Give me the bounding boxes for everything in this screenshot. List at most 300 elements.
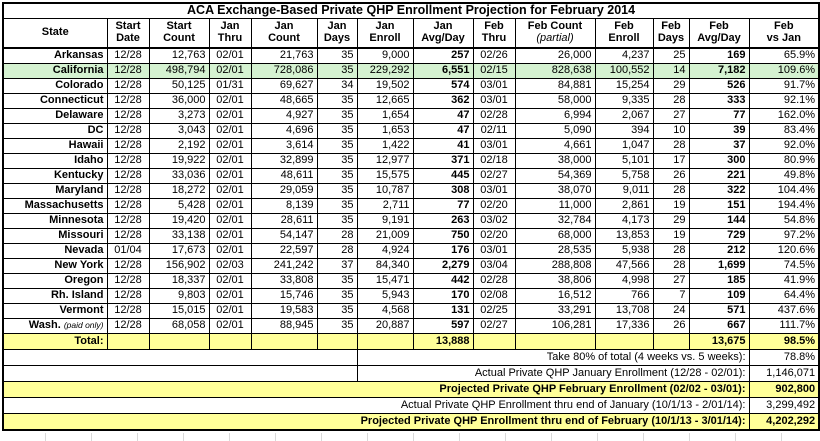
cell[interactable]: 12/28	[107, 229, 149, 244]
empty-cell[interactable]	[3, 366, 357, 382]
cell[interactable]: 2,067	[595, 109, 653, 124]
column-header[interactable]: State	[3, 19, 107, 49]
cell[interactable]: 02/01	[209, 64, 251, 79]
cell[interactable]: 156,902	[149, 259, 209, 274]
cell[interactable]	[515, 334, 595, 350]
cell[interactable]: 13,853	[595, 229, 653, 244]
cell[interactable]: 19,583	[251, 304, 317, 319]
cell[interactable]: 5,758	[595, 169, 653, 184]
cell[interactable]: 68,058	[149, 319, 209, 334]
cell[interactable]: 37	[317, 259, 357, 274]
cell[interactable]: 69,627	[251, 79, 317, 94]
cell[interactable]: 35	[317, 48, 357, 64]
cell[interactable]: 4,696	[251, 124, 317, 139]
cell[interactable]: 38,070	[515, 184, 595, 199]
cell[interactable]: 26	[653, 319, 689, 334]
cell[interactable]: 6,994	[515, 109, 595, 124]
cell[interactable]: 47	[413, 124, 473, 139]
cell[interactable]: 35	[317, 139, 357, 154]
cell[interactable]: 574	[413, 79, 473, 94]
cell[interactable]: 35	[317, 64, 357, 79]
cell[interactable]: 9,335	[595, 94, 653, 109]
cell[interactable]	[251, 334, 317, 350]
summary-label[interactable]: Actual Private QHP January Enrollment (12/28 - 02/01):	[357, 366, 749, 382]
cell[interactable]	[149, 334, 209, 350]
cell[interactable]: 12/28	[107, 124, 149, 139]
cell[interactable]: 02/01	[209, 169, 251, 184]
cell[interactable]: 7,182	[689, 64, 749, 79]
cell[interactable]: 84,340	[357, 259, 413, 274]
cell[interactable]: 728,086	[251, 64, 317, 79]
cell[interactable]: 02/01	[209, 214, 251, 229]
cell[interactable]: 131	[413, 304, 473, 319]
cell[interactable]: 41.9%	[749, 274, 819, 289]
cell[interactable]: 12/28	[107, 304, 149, 319]
cell[interactable]	[595, 334, 653, 350]
cell[interactable]: 01/31	[209, 79, 251, 94]
cell[interactable]: 17,336	[595, 319, 653, 334]
cell[interactable]: 12/28	[107, 274, 149, 289]
cell[interactable]: 442	[413, 274, 473, 289]
cell[interactable]	[107, 334, 149, 350]
cell[interactable]: 35	[317, 94, 357, 109]
cell[interactable]: 144	[689, 214, 749, 229]
cell[interactable]: 170	[413, 289, 473, 304]
cell[interactable]: 02/01	[209, 94, 251, 109]
cell[interactable]: 92.1%	[749, 94, 819, 109]
cell[interactable]: 4,568	[357, 304, 413, 319]
cell[interactable]: 02/20	[473, 229, 515, 244]
cell[interactable]: 41	[413, 139, 473, 154]
cell[interactable]: 84,881	[515, 79, 595, 94]
cell[interactable]: 58,000	[515, 94, 595, 109]
cell[interactable]: 14	[653, 64, 689, 79]
cell[interactable]: 22,597	[251, 244, 317, 259]
cell[interactable]: 34	[317, 79, 357, 94]
cell[interactable]: 6,551	[413, 64, 473, 79]
cell[interactable]: 16,512	[515, 289, 595, 304]
cell[interactable]: 257	[413, 48, 473, 64]
cell[interactable]: 729	[689, 229, 749, 244]
summary-value[interactable]: 78.8%	[749, 350, 819, 366]
column-header[interactable]: Feb Thru	[473, 19, 515, 49]
cell[interactable]: 5,943	[357, 289, 413, 304]
state-cell[interactable]: Delaware	[3, 109, 107, 124]
cell[interactable]: 2,861	[595, 199, 653, 214]
cell[interactable]: 33,036	[149, 169, 209, 184]
cell[interactable]: 221	[689, 169, 749, 184]
cell[interactable]: 4,924	[357, 244, 413, 259]
cell[interactable]: 1,047	[595, 139, 653, 154]
cell[interactable]: 28	[653, 94, 689, 109]
cell[interactable]: 10,787	[357, 184, 413, 199]
state-cell[interactable]: New York	[3, 259, 107, 274]
cell[interactable]: 12/28	[107, 139, 149, 154]
cell[interactable]: 02/28	[473, 274, 515, 289]
cell[interactable]: 12/28	[107, 79, 149, 94]
cell[interactable]: 03/01	[473, 79, 515, 94]
cell[interactable]: 68,000	[515, 229, 595, 244]
state-cell[interactable]: Rh. Island	[3, 289, 107, 304]
cell[interactable]: 02/01	[209, 124, 251, 139]
cell[interactable]: 109.6%	[749, 64, 819, 79]
cell[interactable]: 65.9%	[749, 48, 819, 64]
cell[interactable]: 2,279	[413, 259, 473, 274]
cell[interactable]: 9,803	[149, 289, 209, 304]
cell[interactable]: 4,927	[251, 109, 317, 124]
cell[interactable]: 80.9%	[749, 154, 819, 169]
cell[interactable]: 38,806	[515, 274, 595, 289]
cell[interactable]: 4,661	[515, 139, 595, 154]
state-cell[interactable]: Wash. (paid only)	[3, 319, 107, 334]
summary-value[interactable]: 3,299,492	[749, 398, 819, 414]
cell[interactable]: 02/25	[473, 304, 515, 319]
cell[interactable]: 15,254	[595, 79, 653, 94]
column-header[interactable]: Feb Days	[653, 19, 689, 49]
cell[interactable]: 8,139	[251, 199, 317, 214]
cell[interactable]: 12,665	[357, 94, 413, 109]
cell[interactable]: 12/28	[107, 214, 149, 229]
cell[interactable]: 17	[653, 154, 689, 169]
cell[interactable]: 35	[317, 274, 357, 289]
cell[interactable]: 92.0%	[749, 139, 819, 154]
cell[interactable]: 667	[689, 319, 749, 334]
cell[interactable]: 54.8%	[749, 214, 819, 229]
cell[interactable]: 9,191	[357, 214, 413, 229]
cell[interactable]: 03/01	[473, 139, 515, 154]
cell[interactable]: 4,998	[595, 274, 653, 289]
cell[interactable]: 12/28	[107, 199, 149, 214]
cell[interactable]: 28	[317, 229, 357, 244]
cell[interactable]: 35	[317, 169, 357, 184]
cell[interactable]: 02/20	[473, 199, 515, 214]
column-header[interactable]: Feb Enroll	[595, 19, 653, 49]
cell[interactable]: 48,611	[251, 169, 317, 184]
cell[interactable]: 02/01	[209, 199, 251, 214]
cell[interactable]: 169	[689, 48, 749, 64]
cell[interactable]: 371	[413, 154, 473, 169]
cell[interactable]: 15,015	[149, 304, 209, 319]
total-label-cell[interactable]: Total:	[3, 334, 107, 350]
cell[interactable]: 12,763	[149, 48, 209, 64]
cell[interactable]: 02/27	[473, 169, 515, 184]
cell[interactable]: 47,566	[595, 259, 653, 274]
cell[interactable]: 02/01	[209, 154, 251, 169]
cell[interactable]: 02/03	[209, 259, 251, 274]
state-cell[interactable]: Nevada	[3, 244, 107, 259]
cell[interactable]: 229,292	[357, 64, 413, 79]
cell[interactable]: 02/01	[209, 244, 251, 259]
cell[interactable]: 7	[653, 289, 689, 304]
cell[interactable]: 28	[317, 244, 357, 259]
cell[interactable]: 2,711	[357, 199, 413, 214]
column-header[interactable]: Feb Avg/Day	[689, 19, 749, 49]
cell[interactable]: 300	[689, 154, 749, 169]
cell[interactable]: 48,665	[251, 94, 317, 109]
cell[interactable]: 02/18	[473, 154, 515, 169]
cell[interactable]	[473, 334, 515, 350]
cell[interactable]	[209, 334, 251, 350]
cell[interactable]: 12/28	[107, 259, 149, 274]
summary-value[interactable]: 902,800	[749, 382, 819, 398]
cell[interactable]: 15,471	[357, 274, 413, 289]
cell[interactable]: 35	[317, 289, 357, 304]
cell[interactable]: 437.6%	[749, 304, 819, 319]
cell[interactable]: 5,090	[515, 124, 595, 139]
cell[interactable]: 29	[653, 79, 689, 94]
cell[interactable]: 9,000	[357, 48, 413, 64]
cell[interactable]: 77	[689, 109, 749, 124]
summary-label[interactable]: Projected Private QHP February Enrollment (02/02 - 03/01):	[3, 382, 749, 398]
cell[interactable]: 12/28	[107, 94, 149, 109]
cell[interactable]: 1,699	[689, 259, 749, 274]
cell[interactable]: 03/01	[473, 244, 515, 259]
cell[interactable]: 12/28	[107, 48, 149, 64]
state-cell[interactable]: Oregon	[3, 274, 107, 289]
column-header[interactable]: Feb vs Jan	[749, 19, 819, 49]
cell[interactable]: 02/27	[473, 319, 515, 334]
cell[interactable]: 35	[317, 214, 357, 229]
column-header[interactable]: Start Count	[149, 19, 209, 49]
cell[interactable]: 12/28	[107, 289, 149, 304]
state-cell[interactable]: California	[3, 64, 107, 79]
column-header[interactable]: Jan Thru	[209, 19, 251, 49]
cell[interactable]: 02/01	[209, 289, 251, 304]
cell[interactable]: 12/28	[107, 169, 149, 184]
cell[interactable]: 2,192	[149, 139, 209, 154]
cell[interactable]: 828,638	[515, 64, 595, 79]
cell[interactable]: 36,000	[149, 94, 209, 109]
cell[interactable]: 35	[317, 124, 357, 139]
state-cell[interactable]: Connecticut	[3, 94, 107, 109]
cell[interactable]: 21,009	[357, 229, 413, 244]
cell[interactable]: 263	[413, 214, 473, 229]
state-cell[interactable]: DC	[3, 124, 107, 139]
cell[interactable]: 19,922	[149, 154, 209, 169]
cell[interactable]: 11,000	[515, 199, 595, 214]
cell[interactable]: 3,273	[149, 109, 209, 124]
cell[interactable]: 597	[413, 319, 473, 334]
cell[interactable]: 19,502	[357, 79, 413, 94]
summary-label[interactable]: Take 80% of total (4 weeks vs. 5 weeks):	[357, 350, 749, 366]
cell[interactable]: 03/02	[473, 214, 515, 229]
cell[interactable]: 39	[689, 124, 749, 139]
cell[interactable]: 5,428	[149, 199, 209, 214]
cell[interactable]: 03/04	[473, 259, 515, 274]
cell[interactable]: 32,784	[515, 214, 595, 229]
cell[interactable]: 28	[653, 244, 689, 259]
cell[interactable]: 27	[653, 274, 689, 289]
cell[interactable]: 106,281	[515, 319, 595, 334]
summary-value[interactable]: 1,146,071	[749, 366, 819, 382]
cell[interactable]: 35	[317, 304, 357, 319]
cell[interactable]: 28	[653, 184, 689, 199]
column-header[interactable]: Jan Count	[251, 19, 317, 49]
column-header[interactable]: Jan Days	[317, 19, 357, 49]
cell[interactable]	[317, 334, 357, 350]
summary-label[interactable]: Actual Private QHP Enrollment thru end of January (10/1/13 - 2/01/14):	[3, 398, 749, 414]
cell[interactable]: 19	[653, 199, 689, 214]
cell[interactable]: 02/28	[473, 109, 515, 124]
cell[interactable]: 97.2%	[749, 229, 819, 244]
cell[interactable]: 17,673	[149, 244, 209, 259]
cell[interactable]: 74.5%	[749, 259, 819, 274]
cell[interactable]: 83.4%	[749, 124, 819, 139]
cell[interactable]: 26	[653, 169, 689, 184]
cell[interactable]: 212	[689, 244, 749, 259]
cell[interactable]: 4,237	[595, 48, 653, 64]
cell[interactable]: 162.0%	[749, 109, 819, 124]
cell[interactable]: 4,173	[595, 214, 653, 229]
cell[interactable]: 12/28	[107, 154, 149, 169]
cell[interactable]: 54,369	[515, 169, 595, 184]
cell[interactable]: 19,420	[149, 214, 209, 229]
state-cell[interactable]: Vermont	[3, 304, 107, 319]
cell[interactable]: 333	[689, 94, 749, 109]
cell[interactable]: 394	[595, 124, 653, 139]
cell[interactable]: 20,887	[357, 319, 413, 334]
cell[interactable]: 15,746	[251, 289, 317, 304]
cell[interactable]: 64.4%	[749, 289, 819, 304]
cell[interactable]: 5,938	[595, 244, 653, 259]
cell[interactable]: 25	[653, 48, 689, 64]
column-header[interactable]: Feb Count (partial)	[515, 19, 595, 49]
cell[interactable]: 02/01	[209, 139, 251, 154]
cell[interactable]: 28	[653, 139, 689, 154]
cell[interactable]: 12/28	[107, 109, 149, 124]
state-cell[interactable]: Missouri	[3, 229, 107, 244]
state-cell[interactable]: Hawaii	[3, 139, 107, 154]
cell[interactable]: 02/01	[209, 304, 251, 319]
cell[interactable]: 38,000	[515, 154, 595, 169]
cell[interactable]: 571	[689, 304, 749, 319]
cell[interactable]: 02/01	[209, 109, 251, 124]
cell[interactable]: 29,059	[251, 184, 317, 199]
cell[interactable]: 19	[653, 229, 689, 244]
state-cell[interactable]: Idaho	[3, 154, 107, 169]
cell[interactable]: 498,794	[149, 64, 209, 79]
empty-cell[interactable]	[3, 350, 357, 366]
cell[interactable]: 54,147	[251, 229, 317, 244]
cell[interactable]: 109	[689, 289, 749, 304]
cell[interactable]: 111.7%	[749, 319, 819, 334]
cell[interactable]: 12/28	[107, 184, 149, 199]
cell[interactable]: 241,242	[251, 259, 317, 274]
cell[interactable]: 10	[653, 124, 689, 139]
cell[interactable]: 288,808	[515, 259, 595, 274]
cell[interactable]: 12,977	[357, 154, 413, 169]
cell[interactable]: 28,611	[251, 214, 317, 229]
cell[interactable]: 35	[317, 319, 357, 334]
cell[interactable]: 02/01	[209, 319, 251, 334]
cell[interactable]: 33,808	[251, 274, 317, 289]
cell[interactable]	[357, 334, 413, 350]
cell[interactable]: 13,888	[413, 334, 473, 350]
column-header[interactable]: Jan Enroll	[357, 19, 413, 49]
column-header[interactable]: Jan Avg/Day	[413, 19, 473, 49]
cell[interactable]: 3,043	[149, 124, 209, 139]
cell[interactable]: 185	[689, 274, 749, 289]
column-header[interactable]: Start Date	[107, 19, 149, 49]
cell[interactable]: 88,945	[251, 319, 317, 334]
cell[interactable]: 02/01	[209, 184, 251, 199]
cell[interactable]: 176	[413, 244, 473, 259]
cell[interactable]: 26,000	[515, 48, 595, 64]
cell[interactable]: 02/26	[473, 48, 515, 64]
cell[interactable]: 35	[317, 154, 357, 169]
cell[interactable]: 28	[653, 259, 689, 274]
state-cell[interactable]: Massachusetts	[3, 199, 107, 214]
cell[interactable]: 9,011	[595, 184, 653, 199]
cell[interactable]: 12/28	[107, 319, 149, 334]
cell[interactable]: 49.8%	[749, 169, 819, 184]
summary-label[interactable]: Projected Private QHP Enrollment thru end of February (10/1/13 - 3/01/14):	[3, 414, 749, 431]
cell[interactable]: 12/28	[107, 64, 149, 79]
summary-value[interactable]: 4,202,292	[749, 414, 819, 431]
cell[interactable]: 24	[653, 304, 689, 319]
cell[interactable]: 13,708	[595, 304, 653, 319]
cell[interactable]: 3,614	[251, 139, 317, 154]
cell[interactable]: 15,575	[357, 169, 413, 184]
cell[interactable]: 445	[413, 169, 473, 184]
cell[interactable]: 33,138	[149, 229, 209, 244]
cell[interactable]: 35	[317, 184, 357, 199]
cell[interactable]: 18,337	[149, 274, 209, 289]
cell[interactable]: 02/01	[209, 274, 251, 289]
cell[interactable]: 91.7%	[749, 79, 819, 94]
cell[interactable]	[653, 334, 689, 350]
cell[interactable]: 77	[413, 199, 473, 214]
cell[interactable]: 13,675	[689, 334, 749, 350]
state-cell[interactable]: Colorado	[3, 79, 107, 94]
cell[interactable]: 1,422	[357, 139, 413, 154]
cell[interactable]: 28,535	[515, 244, 595, 259]
cell[interactable]: 02/01	[209, 48, 251, 64]
cell[interactable]: 21,763	[251, 48, 317, 64]
cell[interactable]: 100,552	[595, 64, 653, 79]
cell[interactable]: 02/11	[473, 124, 515, 139]
cell[interactable]: 18,272	[149, 184, 209, 199]
cell[interactable]: 98.5%	[749, 334, 819, 350]
cell[interactable]: 1,654	[357, 109, 413, 124]
cell[interactable]: 104.4%	[749, 184, 819, 199]
cell[interactable]: 151	[689, 199, 749, 214]
cell[interactable]: 35	[317, 199, 357, 214]
cell[interactable]: 766	[595, 289, 653, 304]
cell[interactable]: 33,291	[515, 304, 595, 319]
cell[interactable]: 02/15	[473, 64, 515, 79]
cell[interactable]: 5,101	[595, 154, 653, 169]
cell[interactable]: 308	[413, 184, 473, 199]
cell[interactable]: 194.4%	[749, 199, 819, 214]
cell[interactable]: 03/01	[473, 184, 515, 199]
state-cell[interactable]: Maryland	[3, 184, 107, 199]
cell[interactable]: 322	[689, 184, 749, 199]
cell[interactable]: 02/01	[209, 229, 251, 244]
state-cell[interactable]: Minnesota	[3, 214, 107, 229]
cell[interactable]: 47	[413, 109, 473, 124]
cell[interactable]: 1,653	[357, 124, 413, 139]
cell[interactable]: 362	[413, 94, 473, 109]
cell[interactable]: 01/04	[107, 244, 149, 259]
cell[interactable]: 29	[653, 214, 689, 229]
cell[interactable]: 02/08	[473, 289, 515, 304]
cell[interactable]: 120.6%	[749, 244, 819, 259]
cell[interactable]: 750	[413, 229, 473, 244]
state-cell[interactable]: Arkansas	[3, 48, 107, 64]
cell[interactable]: 03/01	[473, 94, 515, 109]
cell[interactable]: 35	[317, 109, 357, 124]
